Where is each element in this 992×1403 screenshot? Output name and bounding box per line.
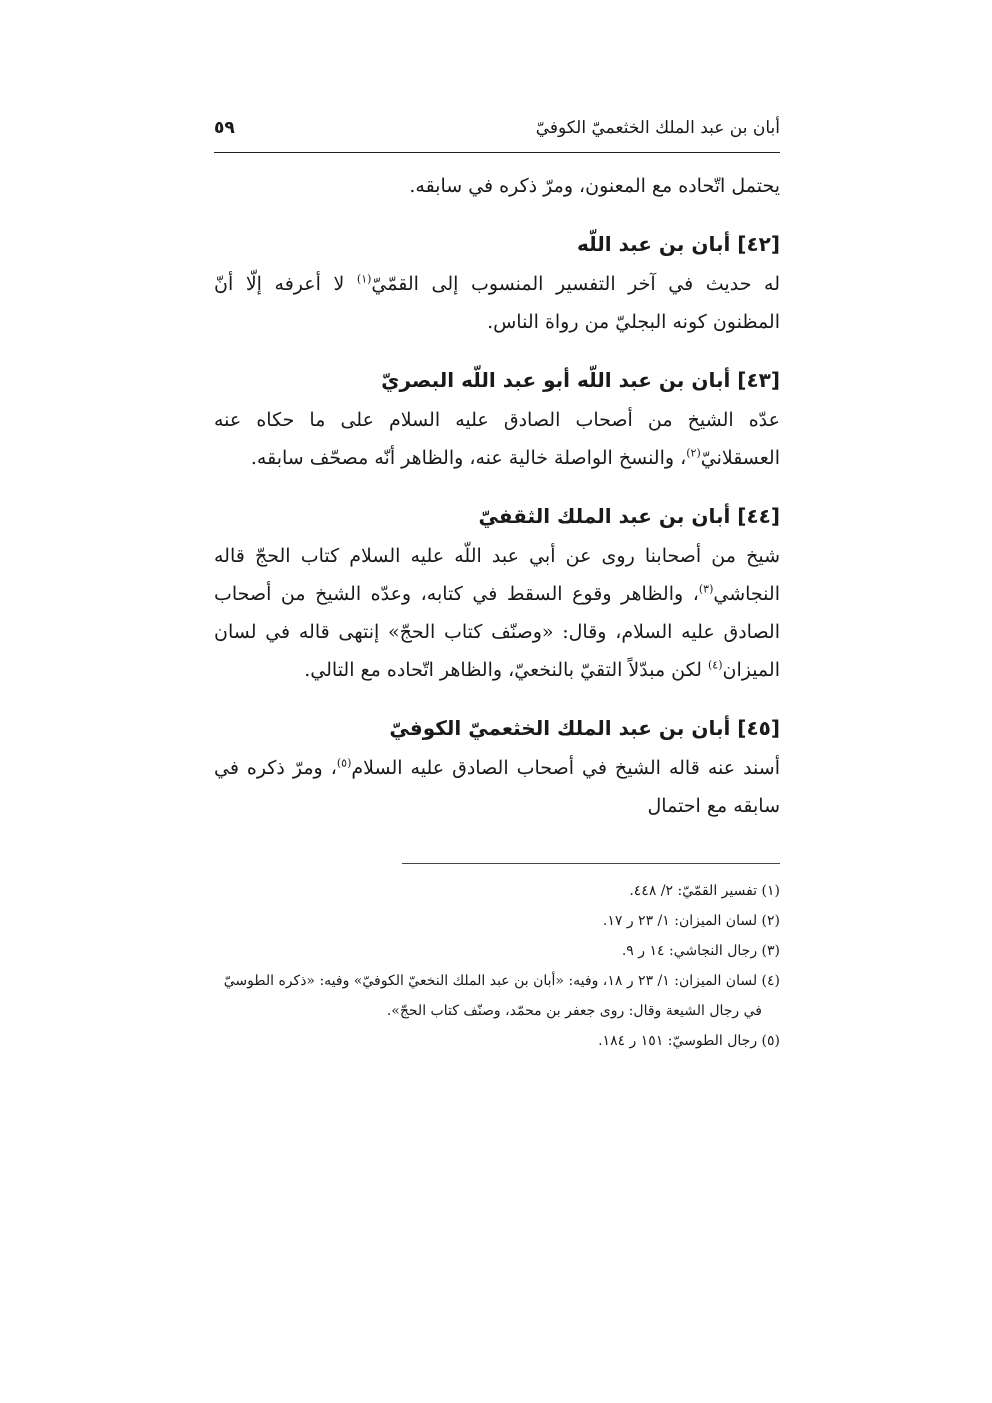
footnotes xyxy=(214,876,780,1056)
page xyxy=(214,118,780,1056)
entry-text: له حديث في آخر التفسير المنسوب إلى القمّيّ$^{(١)}$ لا أعرفه إلّا أنّ المظنون كونه البجليّ من رواة الناس. xyxy=(214,272,781,333)
footnote-3: (٣) رجال النجاشي: ١٤ ر ٩. xyxy=(621,943,780,959)
entry-heading: [٤٤] أبان بن عبد الملك الثقفيّ xyxy=(478,504,780,528)
entry-44 xyxy=(214,499,780,689)
entry-45 xyxy=(214,711,780,825)
footnote-4 xyxy=(214,966,780,1026)
entry-text: أسند عنه قاله الشيخ في أصحاب الصادق عليه السلام$^{(٥)}$، ومرّ ذكره في سابقه مع احتمال xyxy=(214,756,780,817)
footnote-ref: (٤) xyxy=(707,658,723,672)
footnote-4-line2: في رجال الشيعة وقال: روى جعفر بن محمّد، وصنّف كتاب الحجّ». xyxy=(386,1003,762,1019)
footnote-ref: (٣) xyxy=(698,582,714,596)
entry-42 xyxy=(214,227,780,341)
entry-text: شيخ من أصحابنا روى عن أبي عبد اللّه عليه السلام كتاب الحجّ قاله النجاشي$^{(٣)}$، والظاهر وقوع السقط في كتابه، وعدّه الشيخ من أصحاب الصادق عليه السلام، وقال: «وصنّف كتاب الحجّ» إنتهى قاله في لسان الميزان$^{(٤)}$ لكن مبدّلاً التقيّ بالنخعيّ، والظاهر اتّحاده مع التالي. xyxy=(214,545,780,681)
running-header xyxy=(214,118,780,153)
footnote-2: (٢) لسان الميزان: ١/ ٢٣ ر ١٧. xyxy=(602,913,780,929)
running-title: أبان بن عبد الملك الخثعميّ الكوفيّ xyxy=(535,118,780,138)
footnote-4-line1: (٤) لسان الميزان: ١/ ٢٣ ر ١٨، وفيه: «أبان بن عبد الملك النخعيّ الكوفيّ» وفيه: «ذكره الطوسيّ xyxy=(223,973,780,989)
footnote-1: (١) تفسير القمّيّ: ٢/ ٤٤٨. xyxy=(629,883,780,899)
footnote-divider xyxy=(402,863,780,864)
entry-43 xyxy=(214,363,780,477)
entry-heading: [٤٥] أبان بن عبد الملك الخثعميّ الكوفيّ xyxy=(389,716,780,740)
entry-text: عدّه الشيخ من أصحاب الصادق عليه السلام على ما حكاه عنه العسقلانيّ$^{(٢)}$، والنسخ الواصلة خالية عنه، والظاهر أنّه مصحّف سابقه. xyxy=(214,409,780,469)
footnote-5: (٥) رجال الطوسيّ: ١٥١ ر ١٨٤. xyxy=(598,1033,780,1049)
opening-line: يحتمل اتّحاده مع المعنون، ومرّ ذكره في سابقه. xyxy=(409,175,780,197)
footnote-ref: (٢) xyxy=(686,446,701,460)
footnote-ref: (١) xyxy=(356,272,372,286)
entry-heading: [٤٣] أبان بن عبد اللّه أبو عبد اللّه البصريّ xyxy=(381,368,780,392)
footnote-ref: (٥) xyxy=(336,756,352,770)
entry-heading: [٤٢] أبان بن عبد اللّه xyxy=(576,232,780,256)
page-number: ٥٩ xyxy=(214,118,235,138)
